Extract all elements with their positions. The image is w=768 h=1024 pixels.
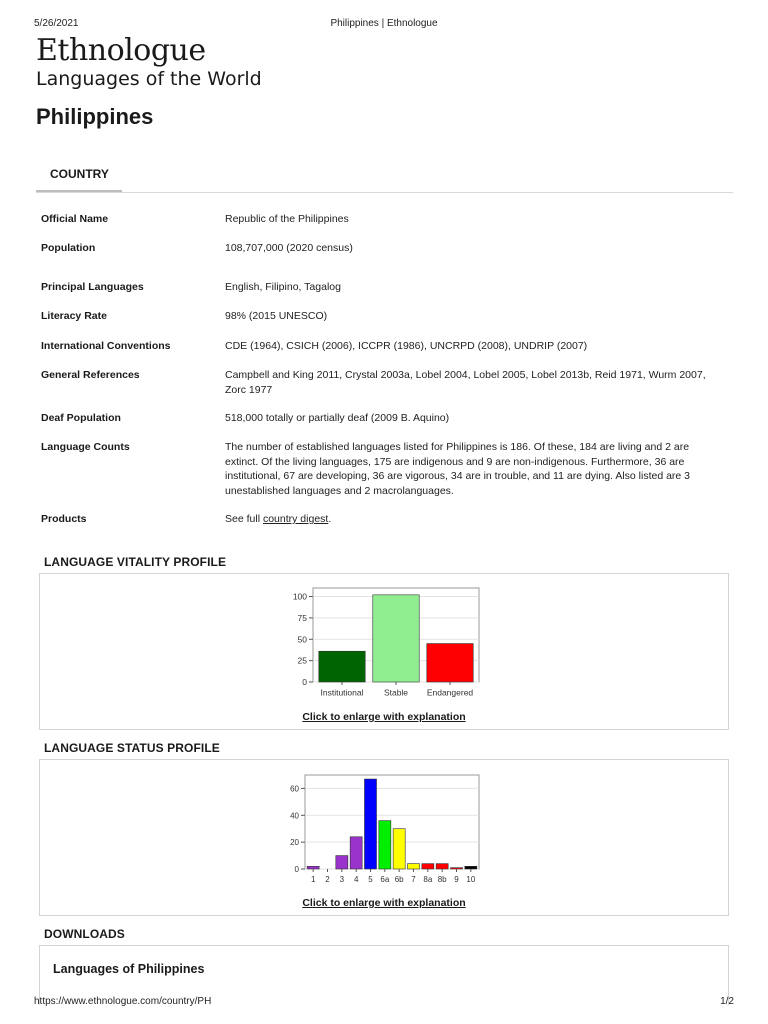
downloads-heading: DOWNLOADS xyxy=(44,927,125,941)
print-date: 5/26/2021 xyxy=(34,18,79,29)
print-url: https://www.ethnologue.com/country/PH xyxy=(34,996,212,1007)
country-digest-link[interactable]: country digest xyxy=(262,513,329,525)
vitality-heading: LANGUAGE VITALITY PROFILE xyxy=(44,555,227,569)
x-tick-label: 10 xyxy=(466,875,476,884)
bar-Institutional xyxy=(319,651,365,682)
status-panel xyxy=(39,759,729,916)
info-value: 108,707,000 (2020 census) xyxy=(225,242,353,254)
x-tick-label: 1 xyxy=(310,875,316,884)
bar-9 xyxy=(450,868,462,869)
vitality-panel xyxy=(39,573,729,730)
info-label: Official Name xyxy=(41,213,109,225)
bar-3 xyxy=(336,856,348,869)
x-tick-label: 6a xyxy=(380,875,390,884)
plot-area xyxy=(305,775,479,869)
y-tick-label: 20 xyxy=(290,838,299,848)
info-label: Literacy Rate xyxy=(41,310,107,322)
vitality-chart[interactable] xyxy=(40,574,730,704)
info-value: The number of established languages listed for Philippines is 186. Of these, 184 are living and 2 are extinct. Of the living languages, 175 are indigenous and 9 are non-indigenous. Furthermore, 36 are institutional, 67 are developing, 36 are vigorous, 34 are in trouble, and 11 are dying. Also listed are 3 unestablished languages and 2 macrolanguages. xyxy=(225,441,691,497)
bar-6b xyxy=(393,829,405,869)
print-page-number: 1/2 xyxy=(720,996,734,1007)
bar-7 xyxy=(407,864,419,869)
x-tick-label: 8b xyxy=(437,875,447,884)
x-tick-label: 5 xyxy=(368,875,373,884)
bar-6a xyxy=(379,821,391,869)
products-suffix: . xyxy=(328,513,332,525)
x-tick-label: 6b xyxy=(394,875,404,884)
info-value: Campbell and King 2011, Crystal 2003a, Lobel 2004, Lobel 2005, Lobel 2013b, Reid 1971, Wurm 2007, Zorc 1977 xyxy=(225,369,706,396)
print-footer xyxy=(34,996,734,1010)
page-title: Philippines xyxy=(36,104,154,129)
x-tick-label: 7 xyxy=(411,875,416,884)
x-tick-label: 2 xyxy=(325,875,330,884)
tab-bar xyxy=(36,158,733,193)
download-languages-of-philippines[interactable]: Languages of Philippines xyxy=(53,962,205,976)
info-value: English, Filipino, Tagalog xyxy=(225,281,341,293)
bar-8b xyxy=(436,864,448,869)
info-value: 98% (2015 UNESCO) xyxy=(225,310,328,322)
x-tick-label: Institutional xyxy=(320,687,364,698)
bar-10 xyxy=(465,866,477,869)
bar-Stable xyxy=(373,595,419,682)
info-value: 518,000 totally or partially deaf (2009 B. Aquino) xyxy=(225,412,450,424)
status-enlarge-link[interactable]: Click to enlarge with explanation xyxy=(302,897,466,909)
y-tick-label: 0 xyxy=(302,677,307,687)
tab-country[interactable]: COUNTRY xyxy=(36,158,122,192)
x-tick-label: Stable xyxy=(383,687,409,698)
x-tick-label: 4 xyxy=(353,875,359,884)
info-value: Republic of the Philippines xyxy=(225,213,349,225)
bar-5 xyxy=(364,779,376,869)
bar-8a xyxy=(422,864,434,869)
vitality-enlarge-link[interactable]: Click to enlarge with explanation xyxy=(302,711,466,723)
info-label: Population xyxy=(41,242,96,254)
x-tick-label: 3 xyxy=(339,875,345,884)
status-heading: LANGUAGE STATUS PROFILE xyxy=(44,741,220,755)
products-prefix: See full xyxy=(225,513,263,525)
x-tick-label: 9 xyxy=(454,875,459,884)
info-value: CDE (1964), CSICH (2006), ICCPR (1986), UNCRPD (2008), UNDRIP (2007) xyxy=(225,340,588,352)
ethnologue-logo[interactable] xyxy=(36,34,262,90)
print-page-title: Philippines | Ethnologue xyxy=(330,18,438,29)
y-tick-label: 60 xyxy=(290,784,299,794)
bar-1 xyxy=(307,866,319,869)
y-tick-label: 40 xyxy=(290,811,299,821)
logo-wordmark: Ethnologue xyxy=(36,33,206,68)
bar-Endangered xyxy=(427,644,473,682)
info-value xyxy=(225,512,725,527)
y-tick-label: 25 xyxy=(297,655,307,666)
x-tick-label: 8a xyxy=(423,875,433,884)
info-label: Language Counts xyxy=(41,441,130,453)
x-tick-label: Endangered xyxy=(426,687,474,698)
info-label: International Conventions xyxy=(41,340,171,352)
print-header xyxy=(34,18,734,32)
y-tick-label: 0 xyxy=(294,865,299,874)
y-tick-label: 50 xyxy=(297,634,307,645)
bar-4 xyxy=(350,837,362,869)
logo-tagline: Languages of the World xyxy=(36,68,262,90)
status-chart[interactable] xyxy=(40,760,730,890)
info-label: Deaf Population xyxy=(41,412,121,424)
y-tick-label: 75 xyxy=(297,612,307,623)
info-label: Products xyxy=(41,513,87,525)
info-label: Principal Languages xyxy=(41,281,144,293)
info-label: General References xyxy=(41,369,140,381)
y-tick-label: 100 xyxy=(292,591,307,602)
